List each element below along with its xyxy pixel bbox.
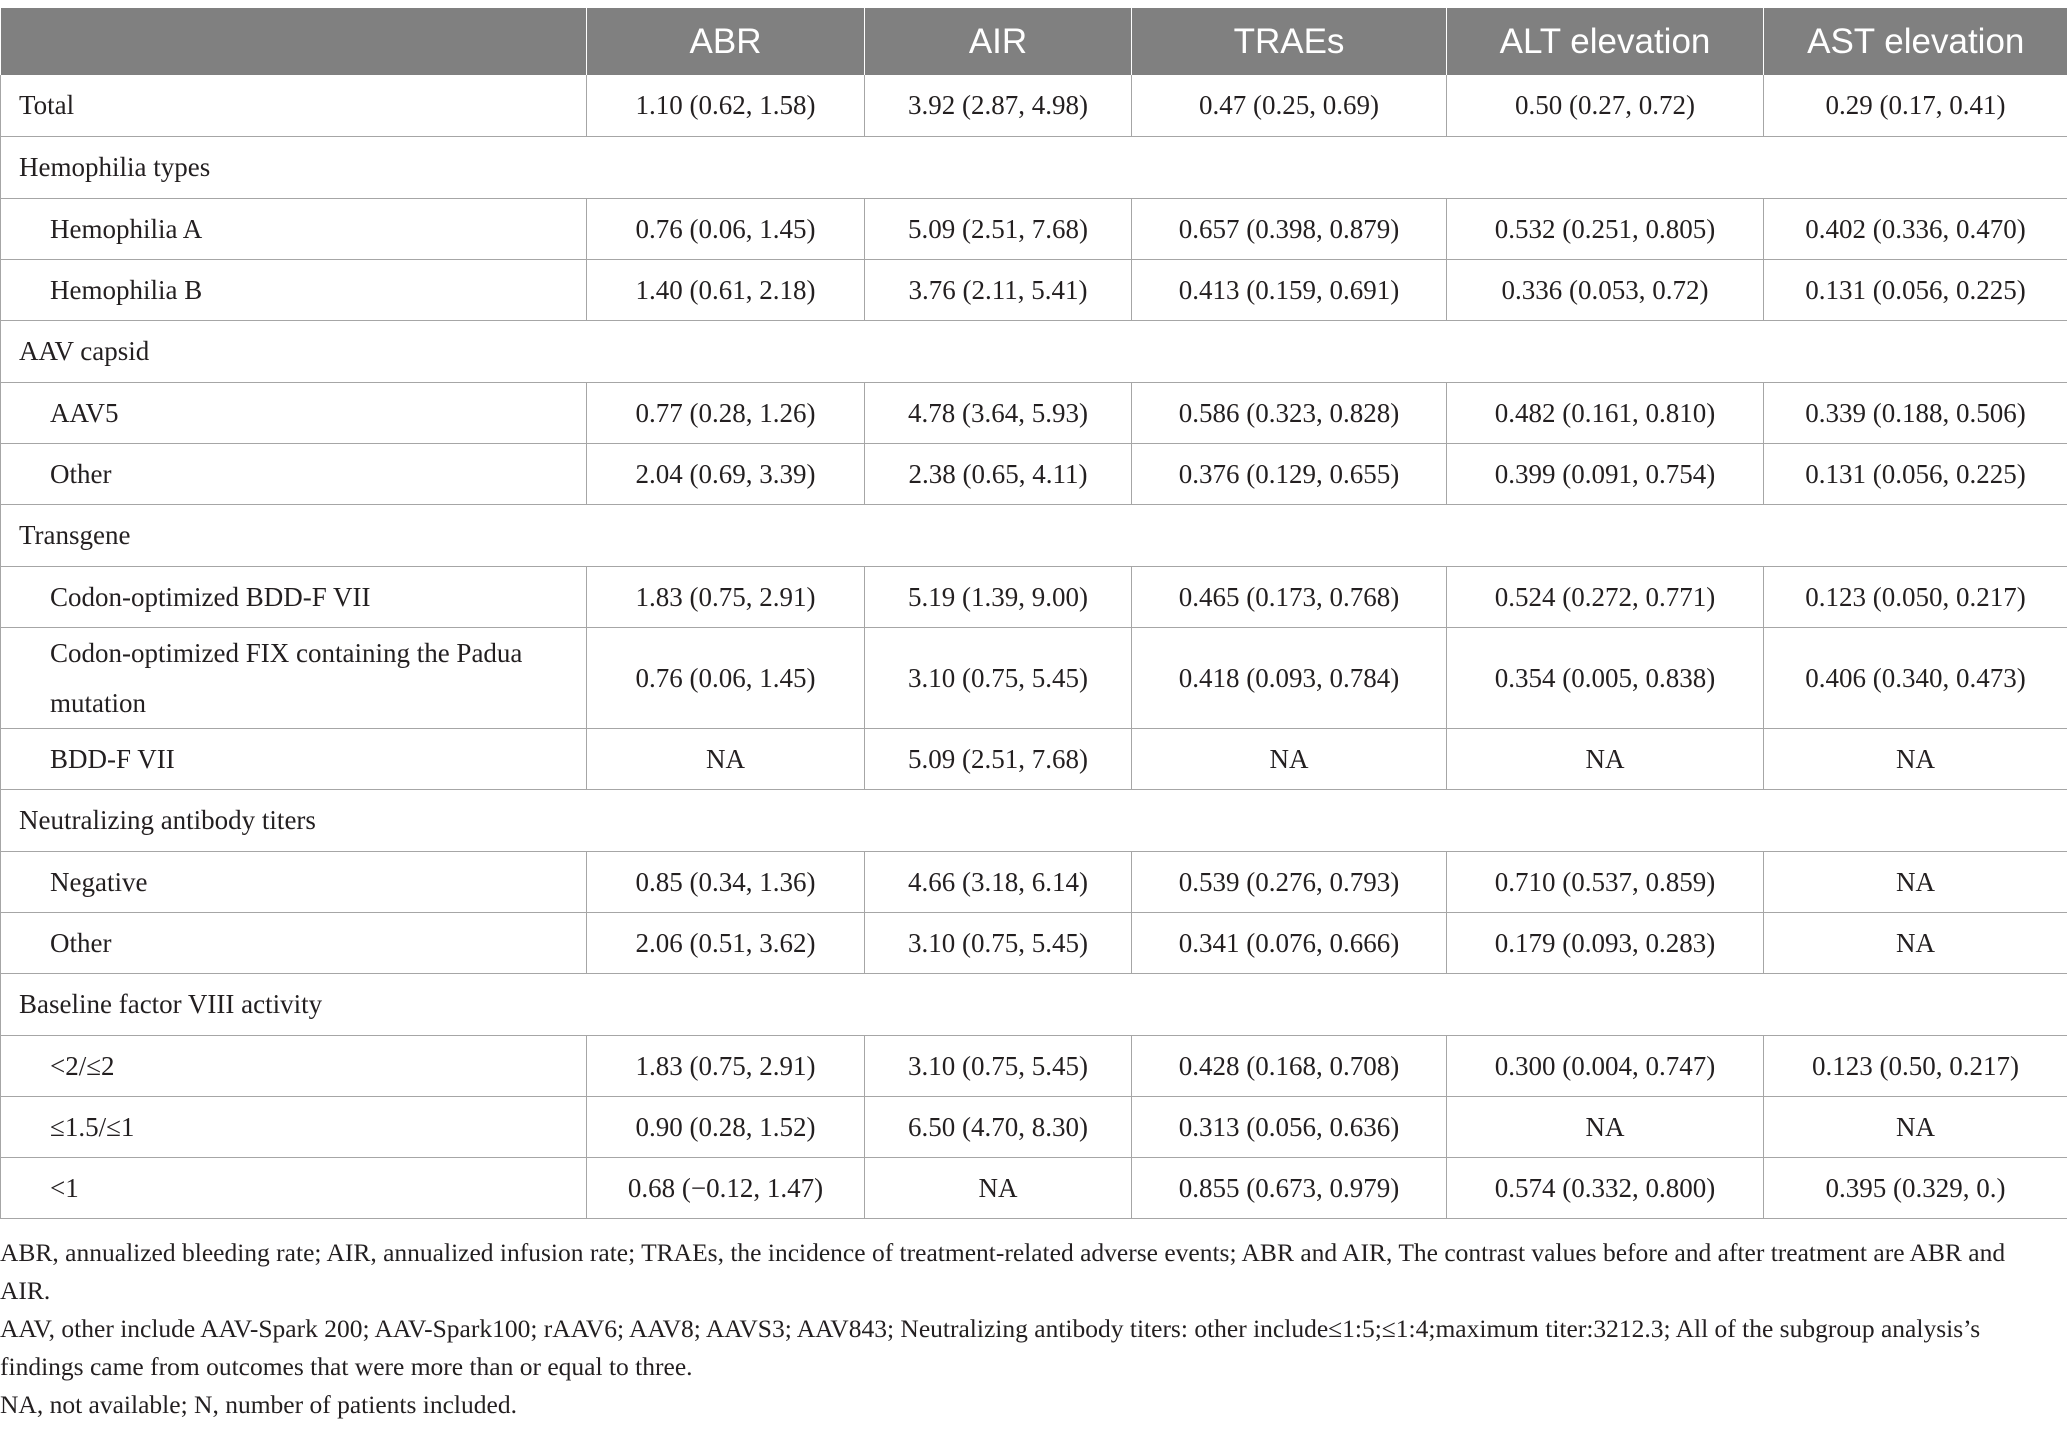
table-row: [1, 912, 2067, 973]
cell-ast-elevation: NA: [1764, 851, 2067, 912]
column-header-alt-elevation: ALT elevation: [1447, 8, 1764, 75]
table-row: [1, 851, 2067, 912]
cell-abr: 1.40 (0.61, 2.18): [587, 259, 865, 320]
table-footnotes: [0, 1234, 2060, 1424]
cell-air: 4.66 (3.18, 6.14): [865, 851, 1132, 912]
cell-abr: 1.83 (0.75, 2.91): [587, 566, 865, 627]
cell-traes: 0.855 (0.673, 0.979): [1132, 1157, 1447, 1218]
cell-alt-elevation: 0.354 (0.005, 0.838): [1447, 627, 1764, 728]
column-header-abr: ABR: [587, 8, 865, 75]
table-row: [1, 443, 2067, 504]
row-label: Negative: [1, 851, 587, 912]
cell-alt-elevation: 0.300 (0.004, 0.747): [1447, 1035, 1764, 1096]
row-label: Other: [1, 912, 587, 973]
row-label: Hemophilia A: [1, 198, 587, 259]
cell-traes: NA: [1132, 728, 1447, 789]
table-row: [1, 382, 2067, 443]
table-row: [1, 627, 2067, 728]
cell-alt-elevation: 0.50 (0.27, 0.72): [1447, 75, 1764, 136]
row-label: Hemophilia B: [1, 259, 587, 320]
column-header-air: AIR: [865, 8, 1132, 75]
cell-air: 3.92 (2.87, 4.98): [865, 75, 1132, 136]
cell-traes: 0.586 (0.323, 0.828): [1132, 382, 1447, 443]
table-row: [1, 728, 2067, 789]
cell-abr: 0.90 (0.28, 1.52): [587, 1096, 865, 1157]
cell-air: 4.78 (3.64, 5.93): [865, 382, 1132, 443]
cell-traes: 0.313 (0.056, 0.636): [1132, 1096, 1447, 1157]
cell-alt-elevation: 0.179 (0.093, 0.283): [1447, 912, 1764, 973]
row-label: ≤1.5/≤1: [1, 1096, 587, 1157]
column-header-label: [1, 8, 587, 75]
row-label: Total: [1, 75, 587, 136]
cell-alt-elevation: NA: [1447, 728, 1764, 789]
group-label: AAV capsid: [1, 320, 2067, 382]
cell-traes: 0.465 (0.173, 0.768): [1132, 566, 1447, 627]
cell-air: NA: [865, 1157, 1132, 1218]
group-label: Hemophilia types: [1, 136, 2067, 198]
cell-traes: 0.47 (0.25, 0.69): [1132, 75, 1447, 136]
cell-abr: 0.68 (−0.12, 1.47): [587, 1157, 865, 1218]
table-row: [1, 1157, 2067, 1218]
cell-traes: 0.341 (0.076, 0.666): [1132, 912, 1447, 973]
cell-traes: 0.428 (0.168, 0.708): [1132, 1035, 1447, 1096]
cell-air: 3.10 (0.75, 5.45): [865, 1035, 1132, 1096]
row-label: Codon-optimized BDD-F VII: [1, 566, 587, 627]
group-header-row: [1, 789, 2067, 851]
group-label: Neutralizing antibody titers: [1, 789, 2067, 851]
cell-abr: 0.85 (0.34, 1.36): [587, 851, 865, 912]
row-label: BDD-F VII: [1, 728, 587, 789]
cell-air: 3.76 (2.11, 5.41): [865, 259, 1132, 320]
cell-abr: 1.83 (0.75, 2.91): [587, 1035, 865, 1096]
cell-traes: 0.418 (0.093, 0.784): [1132, 627, 1447, 728]
cell-air: 3.10 (0.75, 5.45): [865, 627, 1132, 728]
results-table: [0, 8, 2067, 1219]
group-header-row: [1, 973, 2067, 1035]
group-header-row: [1, 136, 2067, 198]
column-header-traes: TRAEs: [1132, 8, 1447, 75]
footnote-na: NA, not available; N, number of patients included.: [0, 1390, 517, 1419]
table-row: [1, 198, 2067, 259]
table-row: [1, 259, 2067, 320]
cell-ast-elevation: 0.123 (0.50, 0.217): [1764, 1035, 2067, 1096]
cell-abr: 2.04 (0.69, 3.39): [587, 443, 865, 504]
cell-abr: NA: [587, 728, 865, 789]
cell-traes: 0.539 (0.276, 0.793): [1132, 851, 1447, 912]
cell-alt-elevation: 0.336 (0.053, 0.72): [1447, 259, 1764, 320]
row-label: AAV5: [1, 382, 587, 443]
cell-abr: 1.10 (0.62, 1.58): [587, 75, 865, 136]
group-label: Transgene: [1, 504, 2067, 566]
cell-air: 5.09 (2.51, 7.68): [865, 728, 1132, 789]
cell-air: 6.50 (4.70, 8.30): [865, 1096, 1132, 1157]
group-header-row: [1, 504, 2067, 566]
cell-air: 3.10 (0.75, 5.45): [865, 912, 1132, 973]
table-row: [1, 1096, 2067, 1157]
cell-ast-elevation: NA: [1764, 728, 2067, 789]
table-header-row: [1, 8, 2067, 75]
group-header-row: [1, 320, 2067, 382]
cell-ast-elevation: 0.29 (0.17, 0.41): [1764, 75, 2067, 136]
table-row: [1, 566, 2067, 627]
table-body: [1, 75, 2067, 1218]
cell-ast-elevation: 0.339 (0.188, 0.506): [1764, 382, 2067, 443]
cell-alt-elevation: NA: [1447, 1096, 1764, 1157]
cell-air: 5.09 (2.51, 7.68): [865, 198, 1132, 259]
cell-abr: 0.77 (0.28, 1.26): [587, 382, 865, 443]
cell-alt-elevation: 0.710 (0.537, 0.859): [1447, 851, 1764, 912]
cell-traes: 0.413 (0.159, 0.691): [1132, 259, 1447, 320]
cell-ast-elevation: 0.406 (0.340, 0.473): [1764, 627, 2067, 728]
cell-alt-elevation: 0.532 (0.251, 0.805): [1447, 198, 1764, 259]
group-label: Baseline factor VIII activity: [1, 973, 2067, 1035]
table-row: [1, 75, 2067, 136]
cell-abr: 2.06 (0.51, 3.62): [587, 912, 865, 973]
cell-abr: 0.76 (0.06, 1.45): [587, 198, 865, 259]
cell-traes: 0.657 (0.398, 0.879): [1132, 198, 1447, 259]
footnote-abbreviations: ABR, annualized bleeding rate; AIR, annualized infusion rate; TRAEs, the incidence of treatment-related adverse events; ABR and AIR, The contrast values before and after treatment are ABR and AIR.: [0, 1238, 2006, 1305]
row-label: Codon-optimized FIX containing the Padua mutation: [1, 627, 587, 728]
cell-ast-elevation: 0.402 (0.336, 0.470): [1764, 198, 2067, 259]
footnote-aav-other: AAV, other include AAV-Spark 200; AAV-Spark100; rAAV6; AAV8; AAVS3; AAV843; Neutralizing antibody titers: other include≤1:5;≤1:4;maximum titer:3212.3; All of the subgroup analysis’s findings came from outcomes that were more than or equal to three.: [0, 1314, 1981, 1381]
row-label: <2/≤2: [1, 1035, 587, 1096]
cell-ast-elevation: 0.395 (0.329, 0.): [1764, 1157, 2067, 1218]
cell-alt-elevation: 0.524 (0.272, 0.771): [1447, 566, 1764, 627]
cell-air: 5.19 (1.39, 9.00): [865, 566, 1132, 627]
cell-ast-elevation: 0.131 (0.056, 0.225): [1764, 443, 2067, 504]
cell-alt-elevation: 0.482 (0.161, 0.810): [1447, 382, 1764, 443]
cell-air: 2.38 (0.65, 4.11): [865, 443, 1132, 504]
cell-ast-elevation: 0.123 (0.050, 0.217): [1764, 566, 2067, 627]
column-header-ast-elevation: AST elevation: [1764, 8, 2067, 75]
table-row: [1, 1035, 2067, 1096]
row-label: <1: [1, 1157, 587, 1218]
cell-ast-elevation: 0.131 (0.056, 0.225): [1764, 259, 2067, 320]
cell-ast-elevation: NA: [1764, 912, 2067, 973]
cell-ast-elevation: NA: [1764, 1096, 2067, 1157]
cell-abr: 0.76 (0.06, 1.45): [587, 627, 865, 728]
cell-alt-elevation: 0.574 (0.332, 0.800): [1447, 1157, 1764, 1218]
cell-traes: 0.376 (0.129, 0.655): [1132, 443, 1447, 504]
cell-alt-elevation: 0.399 (0.091, 0.754): [1447, 443, 1764, 504]
row-label: Other: [1, 443, 587, 504]
